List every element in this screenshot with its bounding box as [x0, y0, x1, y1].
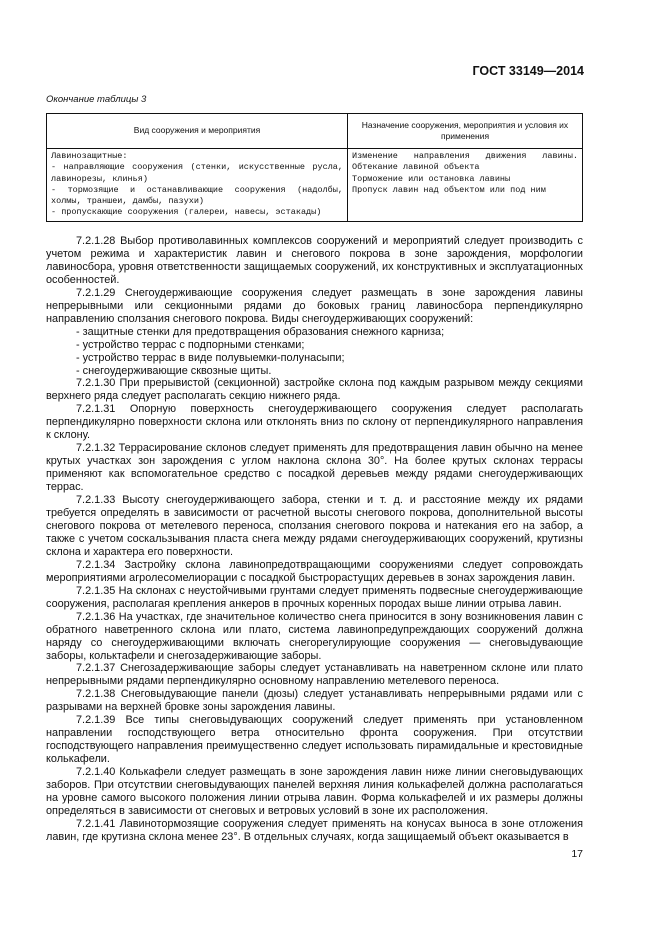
- structure-line: - тормозящие и останавливающие сооружения (надолбы, холмы, траншеи, дамбы, пазухи): [51, 184, 343, 207]
- purpose-line: Торможение или остановка лавины: [352, 173, 511, 184]
- table-caption: Окончание таблицы 3: [46, 94, 147, 105]
- structures-table: [46, 113, 583, 222]
- paragraph-7-2-1-41: 7.2.1.41 Лавинотормозящие сооружения следует применять на конусах выноса в зоне отложения лавин, где крутизна склона менее 23°. В отдельных случаях, когда защищаемый объект оказывается в: [46, 817, 583, 843]
- column-header-purpose: Назначение сооружения, мероприятия и условия их применения: [348, 114, 583, 149]
- list-item: - устройство террас в виде полувыемки-полунасыпи;: [76, 351, 345, 364]
- paragraph-7-2-1-30: 7.2.1.30 При прерывистой (секционной) застройке склона под каждым разрывом между секциями верхнего ряда следует располагать секцию нижнего ряда.: [46, 377, 583, 403]
- table-header-row: [47, 114, 583, 149]
- document-standard-number: ГОСТ 33149—2014: [472, 64, 584, 78]
- list-item: - снегоудерживающие сквозные щиты.: [76, 364, 272, 377]
- list-item: - защитные стенки для предотвращения образования снежного карниза;: [76, 325, 445, 338]
- paragraph-7-2-1-40: 7.2.1.40 Колькафели следует размещать в зоне зарождения лавин ниже линии снеговыдувающих заборов. При отсутствии снеговыдувающих панелей верхняя линия колькафелей должна располагаться на уровне самого высокого положения линии отрыва лавин. Форма колькафелей и их размеры должны определяться в зависимости от снеговых и ветровых условий в зоне их расположения.: [46, 766, 583, 817]
- paragraph-7-2-1-36: 7.2.1.36 На участках, где значительное количество снега приносится в зону возникновения лавин с обратного наветренного склона или плато, система лавинопредупреждающих сооружений должна наряду со снегоудерживающими включать снегорегулирующие сооружения — снеговыдувающие заборы, кольктафели и снегозадерживающие заборы.: [46, 610, 583, 662]
- structure-line: - направляющие сооружения (стенки, искусственные русла, лавинорезы, клинья): [51, 162, 343, 184]
- purpose-line: Пропуск лавин над объектом или под ним: [352, 184, 546, 195]
- paragraph-7-2-1-28: 7.2.1.28 Выбор противолавинных комплексов сооружений и мероприятий следует производить с учетом режима и характеристик лавин и снегового покрова в зоне зарождения, морфологии лавиносбора, уровня ответственности защищаемых сооружений, их конструктивных и эксплуатационных особенностей.: [46, 235, 583, 286]
- paragraph-7-2-1-39: 7.2.1.39 Все типы снеговыдувающих сооружений следует применять при установленном направлении господствующего ветра относительно фронта сооружения. При отсутствии господствующего направления преимущественно следует использовать пирамидальные и крестовидные колькафели.: [46, 714, 583, 766]
- paragraph-7-2-1-32: 7.2.1.32 Террасирование склонов следует применять для предотвращения лавин обычно на менее крутых участках зон зарождения с углом наклона склона 30°. На более крутых склонах террасы применяют как вспомогательное средство с посадкой деревьев между рядами снегоудерживающих террас.: [46, 442, 583, 494]
- structure-line: Лавинозащитные:: [51, 151, 128, 161]
- list-item: - устройство террас с подпорными стенками;: [76, 338, 305, 351]
- paragraph-7-2-1-29: 7.2.1.29 Снегоудерживающие сооружения следует размещать в зоне зарождения лавины непрерывными или секционными рядами до боковых границ лавиносбора перпендикулярно направлению сползания снегового покрова. Виды снегоудерживающих сооружений:: [46, 286, 583, 325]
- paragraph-7-2-1-35: 7.2.1.35 На склонах с неустойчивыми грунтами следует применять подвесные снегоудерживающие сооружения, располагая крепления анкеров в прочных коренных породах выше линии отрыва лавин.: [46, 584, 583, 610]
- body-text: [46, 235, 583, 844]
- table-cell-structure-type: [47, 149, 348, 222]
- paragraph-7-2-1-38: 7.2.1.38 Снеговыдувающие панели (дюзы) следует устанавливать непрерывными рядами или с разрывами на верхней бровке зоны зарождения лавины.: [46, 688, 583, 714]
- structure-line: - пропускающие сооружения (галереи, навесы, эстакады): [51, 207, 322, 218]
- purpose-line: Изменение направления движения лавины. Обтекание лавиной объекта: [352, 151, 578, 173]
- paragraph-7-2-1-31: 7.2.1.31 Опорную поверхность снегоудерживающего сооружения следует располагать перпендикулярно поверхности склона или отклонять вниз по склону от перпендикулярного направления к склону.: [46, 403, 583, 442]
- paragraph-7-2-1-34: 7.2.1.34 Застройку склона лавинопредотвращающими сооружениями следует сопровождать мероприятиями агролесомелиорации с посадкой быстрорастущих деревьев в зонах зарождения лавин.: [46, 558, 583, 584]
- paragraph-7-2-1-33: 7.2.1.33 Высоту снегоудерживающего забора, стенки и т. д. и расстояние между их рядами требуется определять в зависимости от расчетной высоты снегового покрова, дополнительной высоты снегового покрова от метелевого переноса, сползания снегового покрова и натекания его на забор, а также с учетом соскальзывания пласта снега между рядами снегоудерживающих сооружений, крутизны склона и характера его поверхности.: [46, 494, 583, 558]
- table-cell-purpose: [348, 149, 583, 222]
- paragraph-7-2-1-37: 7.2.1.37 Снегозадерживающие заборы следует устанавливать на наветренном склоне или плато непрерывными рядами перпендикулярно основному направлению метелевого переноса.: [46, 662, 583, 688]
- page-number: 17: [571, 848, 583, 860]
- column-header-structure-type: Вид сооружения и мероприятия: [47, 114, 348, 149]
- table-row: [47, 149, 583, 222]
